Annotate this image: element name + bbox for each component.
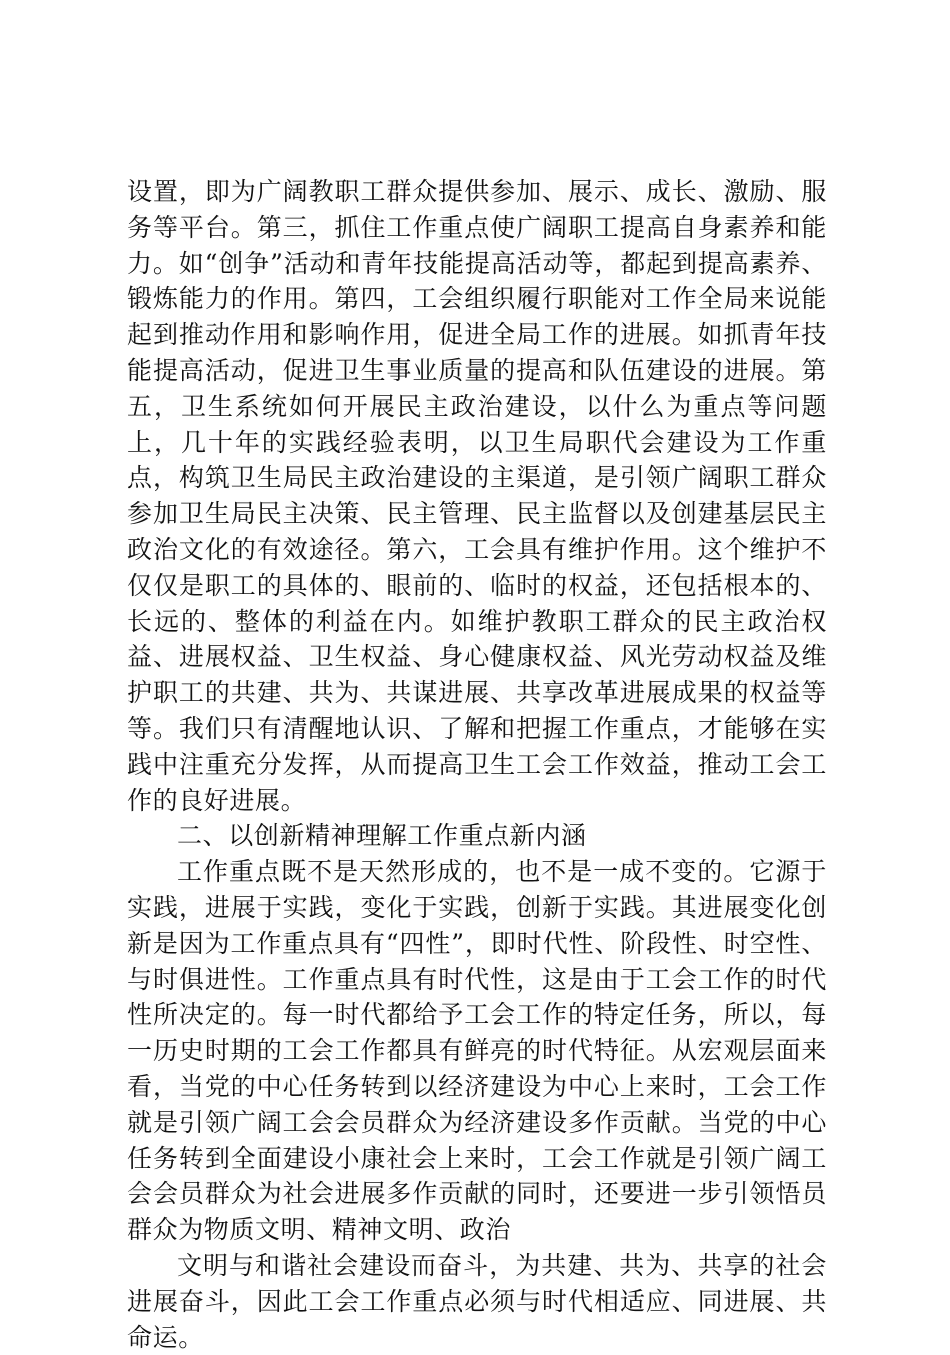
body-paragraph-2: 工作重点既不是天然形成的，也不是一成不变的。它源于实践，进展于实践，变化于实践，创新于实践。其进展变化创新是因为工作重点具有“四性”，即时代性、阶段性、时空性、与时俱进性。工作重点具有时代性，这是由于工会工作的时代性所决定的。每一时代都给予工会工作的特定任务，所以，每一历史时期的工会工作都具有鲜亮的时代特征。从宏观层面来看，当党的中心任务转到以经济建设为中心上来时，工会工作就是引领广阔工会会员群众为经济建设多作贡献。当党的中心任务转到全面建设小康社会上来时，工会工作就是引领广阔工会会员群众为社会进展多作贡献的同时，还要进一步引领悟员群众为物质文明、精神文明、政治: [127, 857, 827, 1245]
section-heading-2: 二、以创新精神理解工作重点新内涵: [177, 821, 587, 851]
body-paragraph-1: 设置，即为广阔教职工群众提供参加、展示、成长、激励、服务等平台。第三，抓住工作重点使广阔职工提高自身素养和能力。如“创争”活动和青年技能提高活动等，都起到提高素养、锻炼能力的作用。第四，工会组织履行职能对工作全局来说能起到推动作用和影响作用，促进全局工作的进展。如抓青年技能提高活动，促进卫生事业质量的提高和队伍建设的进展。第五，卫生系统如何开展民主政治建设，以什么为重点等问题上，几十年的实践经验表明，以卫生局职代会建设为工作重点，构筑卫生局民主政治建设的主渠道，是引领广阔职工群众参加卫生局民主决策、民主管理、民主监督以及创建基层民主政治文化的有效途径。第六，工会具有维护作用。这个维护不仅仅是职工的具体的、眼前的、临时的权益，还包括根本的、长远的、整体的利益在内。如维护教职工群众的民主政治权益、进展权益、卫生权益、身心健康权益、风光劳动权益及维护职工的共建、共为、共谋进展、共享改革进展成果的权益等等。我们只有清醒地认识、了解和把握工作重点，才能够在实践中注重充分发挥，从而提高卫生工会工作效益，推动工会工作的良好进展。: [127, 177, 827, 815]
document-body: [127, 174, 827, 1355]
body-paragraph-3: 文明与和谐社会建设而奋斗，为共建、共为、共享的社会进展奋斗，因此工会工作重点必须与时代相适应、同进展、共命运。: [127, 1250, 827, 1352]
